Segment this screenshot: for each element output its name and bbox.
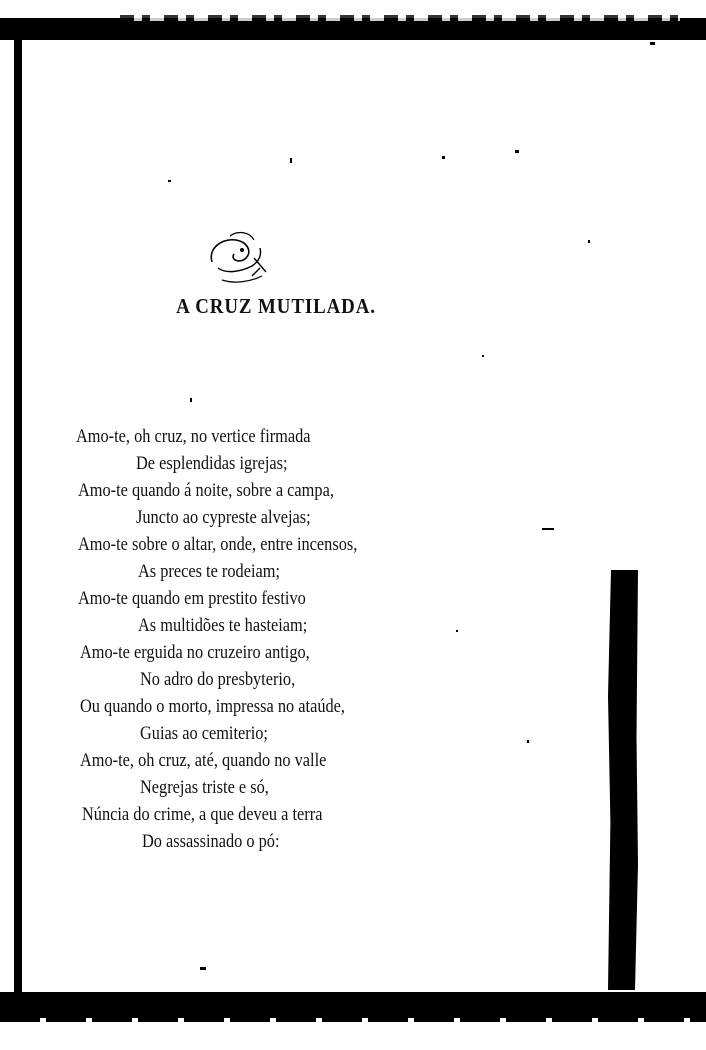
scan-border-bottom [0,992,706,1020]
scan-border-top [0,18,706,40]
scan-shadow-right [608,570,638,990]
poem-line: Amo-te, oh cruz, até, quando no valle [80,750,327,771]
scan-border-left [14,40,22,995]
poem-line: Negrejas triste e só, [140,777,269,798]
poem-line: Amo-te erguida no cruzeiro antigo, [80,642,310,663]
scan-border-bottom-edge [0,1018,706,1022]
poem-line: Do assassinado o pó: [142,831,280,852]
scan-border-top-noise [120,15,680,21]
poem-line: Juncto ao cypreste alvejas; [136,507,311,528]
poem-line: De esplendidas igrejas; [136,453,288,474]
poem-line: As multidões te hasteiam; [138,615,308,636]
poem-line: Núncia do crime, a que deveu a terra [82,804,323,825]
poem-line: Amo-te, oh cruz, no vertice firmada [76,426,311,447]
ornament-vignette-icon [200,228,280,292]
poem-title: A CRUZ MUTILADA. [176,294,376,318]
poem-line: Amo-te quando á noite, sobre a campa, [78,480,334,501]
poem-line: Amo-te sobre o altar, onde, entre incensos, [78,534,358,555]
poem-line: Amo-te quando em prestito festivo [78,588,306,609]
poem-line: As preces te rodeiam; [138,561,281,582]
poem-line: No adro do presbyterio, [140,669,296,690]
poem-line: Ou quando o morto, impressa no ataúde, [80,696,346,717]
poem-line: Guias ao cemiterio; [140,723,268,744]
